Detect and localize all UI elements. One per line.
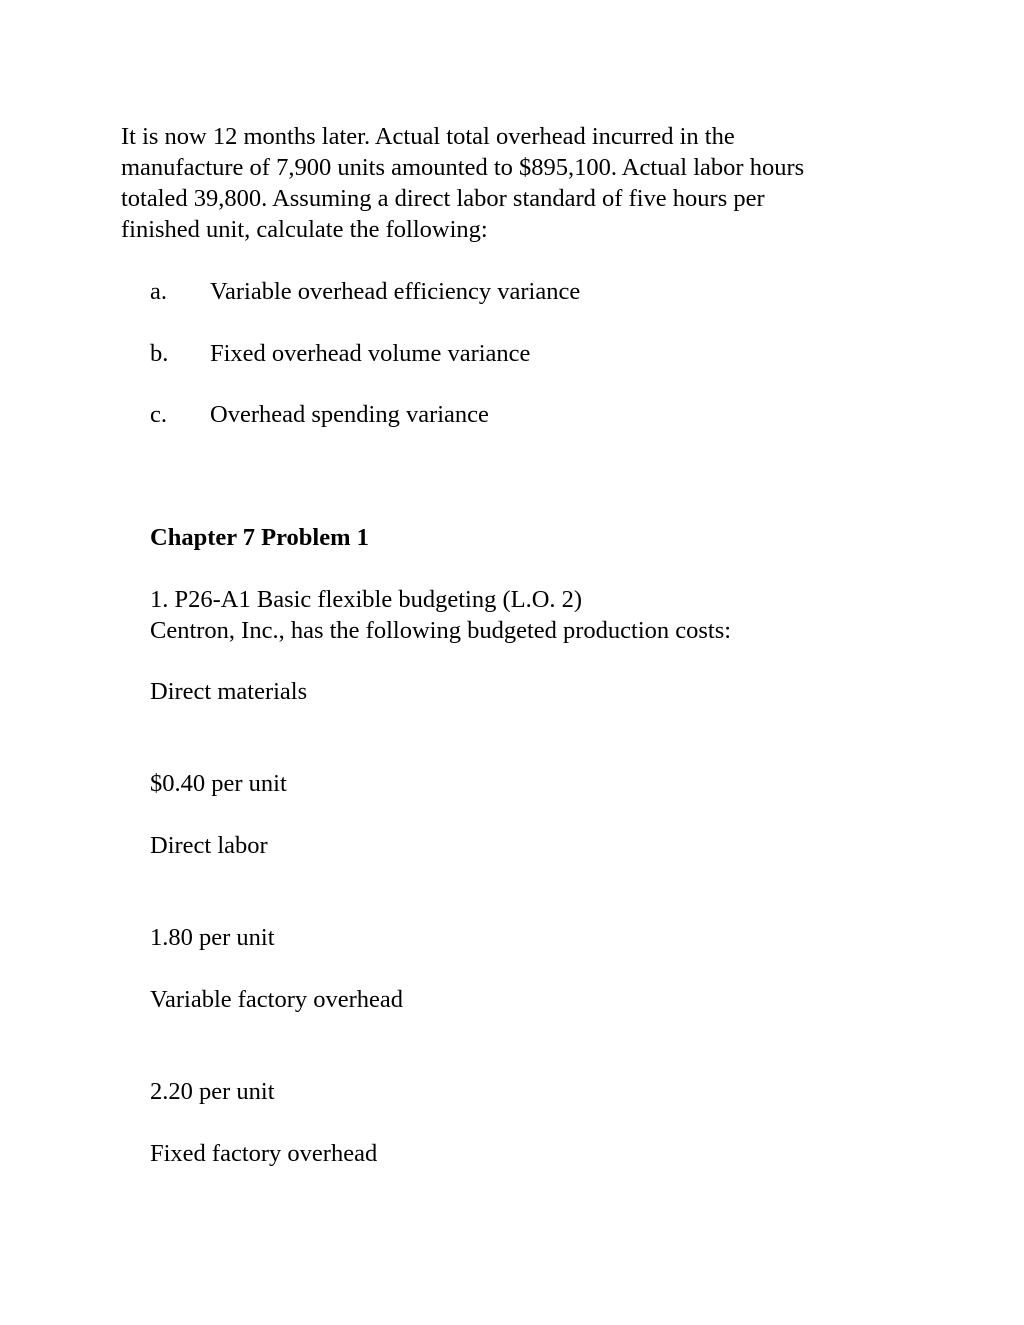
list-item-b bbox=[150, 338, 530, 369]
cost-label-variable-overhead: Variable factory overhead bbox=[150, 986, 404, 1013]
cost-value-direct-materials: $0.40 per unit bbox=[150, 770, 287, 797]
list-item-c bbox=[150, 399, 489, 430]
list-item-letter: b. bbox=[150, 340, 169, 367]
cost-label-direct-labor: Direct labor bbox=[150, 832, 268, 859]
cost-label-direct-materials: Direct materials bbox=[150, 678, 308, 705]
cost-label-fixed-overhead: Fixed factory overhead bbox=[150, 1140, 378, 1167]
list-item-letter: a. bbox=[150, 278, 167, 305]
problem-description: Centron, Inc., has the following budgeted production costs: bbox=[150, 617, 732, 644]
list-item-text: Overhead spending variance bbox=[210, 401, 489, 428]
intro-paragraph: It is now 12 months later. Actual total overhead incurred in the manufacture of 7,900 units amounted to $895,100. Actual labor hours totaled 39,800. Assuming a direct labor standard of five hours per finished unit, calculate the following: bbox=[121, 123, 805, 243]
problem-title: 1. P26-A1 Basic flexible budgeting (L.O. 2) bbox=[150, 586, 583, 613]
cost-value-variable-overhead: 2.20 per unit bbox=[150, 1078, 275, 1105]
list-item-letter: c. bbox=[150, 401, 167, 428]
cost-value-direct-labor: 1.80 per unit bbox=[150, 924, 275, 951]
section-heading: Chapter 7 Problem 1 bbox=[150, 524, 369, 551]
list-item-text: Fixed overhead volume variance bbox=[210, 340, 531, 367]
list-item-text: Variable overhead efficiency variance bbox=[210, 278, 581, 305]
list-item-a bbox=[150, 276, 580, 307]
